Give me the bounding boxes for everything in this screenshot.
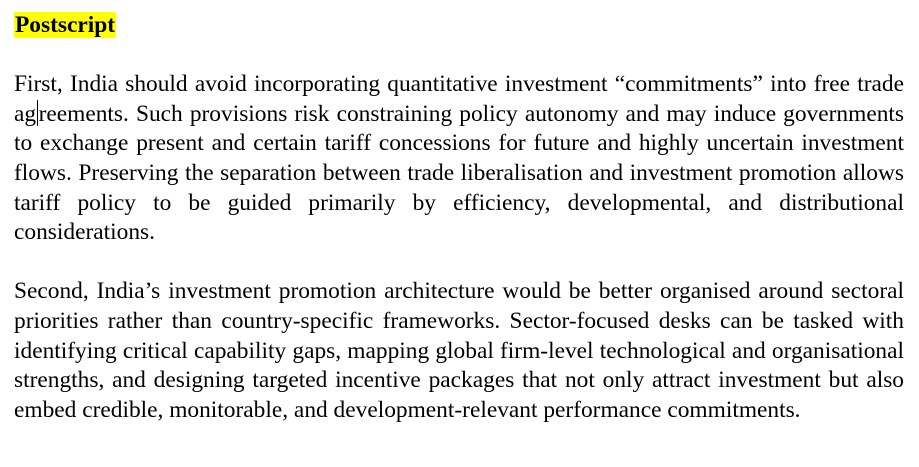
paragraph-second-text: Second, India’s investment promotion architecture would be better organised around sectoral priorities rather than country-specific frameworks. Sector-focused desks can be tasked with identifying critical capability gaps, mapping global firm-level technological and organisational strengths, and designing targeted incentive packages that not only attract investment but also embed credible, monitorable, and development-relevant performance commitments. <box>14 278 904 423</box>
heading-highlight: Postscript <box>15 12 116 38</box>
paragraph-first-text-end: reements. Such provisions risk constraining policy autonomy and may induce governments to exchange present and certain tariff concessions for future and highly uncertain investment flows. Preserving the separation between trade liberalisation and investment promotion allows tariff policy to be guided primarily by efficiency, developmental, and distributional considerations. <box>14 100 904 246</box>
paragraph-first-text-start: First, India should avoid incorporating quantitative investment “commitments” into free trade ag <box>14 71 904 127</box>
document-body[interactable] <box>14 11 904 425</box>
section-heading <box>14 11 904 41</box>
paragraph-second[interactable] <box>14 277 904 425</box>
paragraph-first[interactable] <box>14 70 904 248</box>
